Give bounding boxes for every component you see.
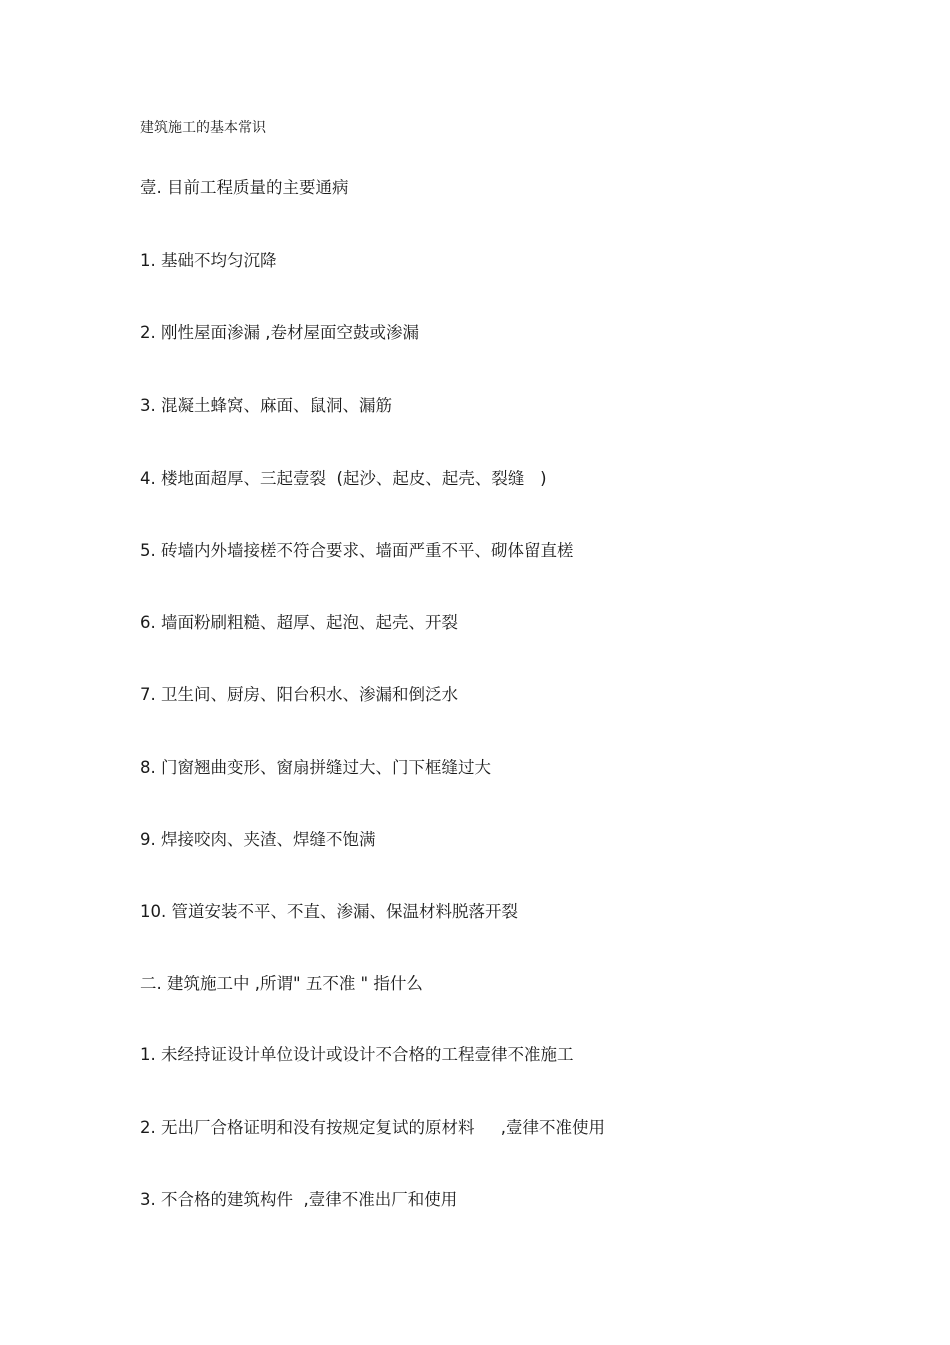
list-item-1-5: 5. 砖墙内外墙接槎不符合要求、墙面严重不平、砌体留直槎: [140, 541, 574, 560]
list-item-2-2: 2. 无出厂合格证明和没有按规定复试的原材料 ,壹律不准使用: [140, 1118, 605, 1137]
list-item-1-7: 7. 卫生间、厨房、阳台积水、渗漏和倒泛水: [140, 685, 458, 704]
list-item-1-3: 3. 混凝土蜂窝、麻面、鼠洞、漏筋: [140, 396, 392, 415]
list-item-1-6: 6. 墙面粉刷粗糙、超厚、起泡、起壳、开裂: [140, 613, 458, 632]
section-heading-2: 二. 建筑施工中 ,所谓" 五不准 " 指什么: [140, 974, 423, 993]
list-item-1-1: 1. 基础不均匀沉降: [140, 251, 277, 270]
list-item-1-8: 8. 门窗翘曲变形、窗扇拼缝过大、门下框缝过大: [140, 758, 491, 777]
list-item-2-1: 1. 未经持证设计单位设计或设计不合格的工程壹律不准施工: [140, 1045, 574, 1064]
list-item-1-4: 4. 楼地面超厚、三起壹裂 (起沙、起皮、起壳、裂缝 ): [140, 469, 547, 488]
list-item-1-9: 9. 焊接咬肉、夹渣、焊缝不饱满: [140, 830, 376, 849]
section-heading-1: 壹. 目前工程质量的主要通病: [140, 178, 349, 197]
list-item-1-10: 10. 管道安装不平、不直、渗漏、保温材料脱落开裂: [140, 902, 518, 921]
list-item-1-2: 2. 刚性屋面渗漏 ,卷材屋面空鼓或渗漏: [140, 323, 419, 342]
list-item-2-3: 3. 不合格的建筑构件 ,壹律不准出厂和使用: [140, 1190, 458, 1209]
document-title: 建筑施工的基本常识: [140, 120, 266, 136]
